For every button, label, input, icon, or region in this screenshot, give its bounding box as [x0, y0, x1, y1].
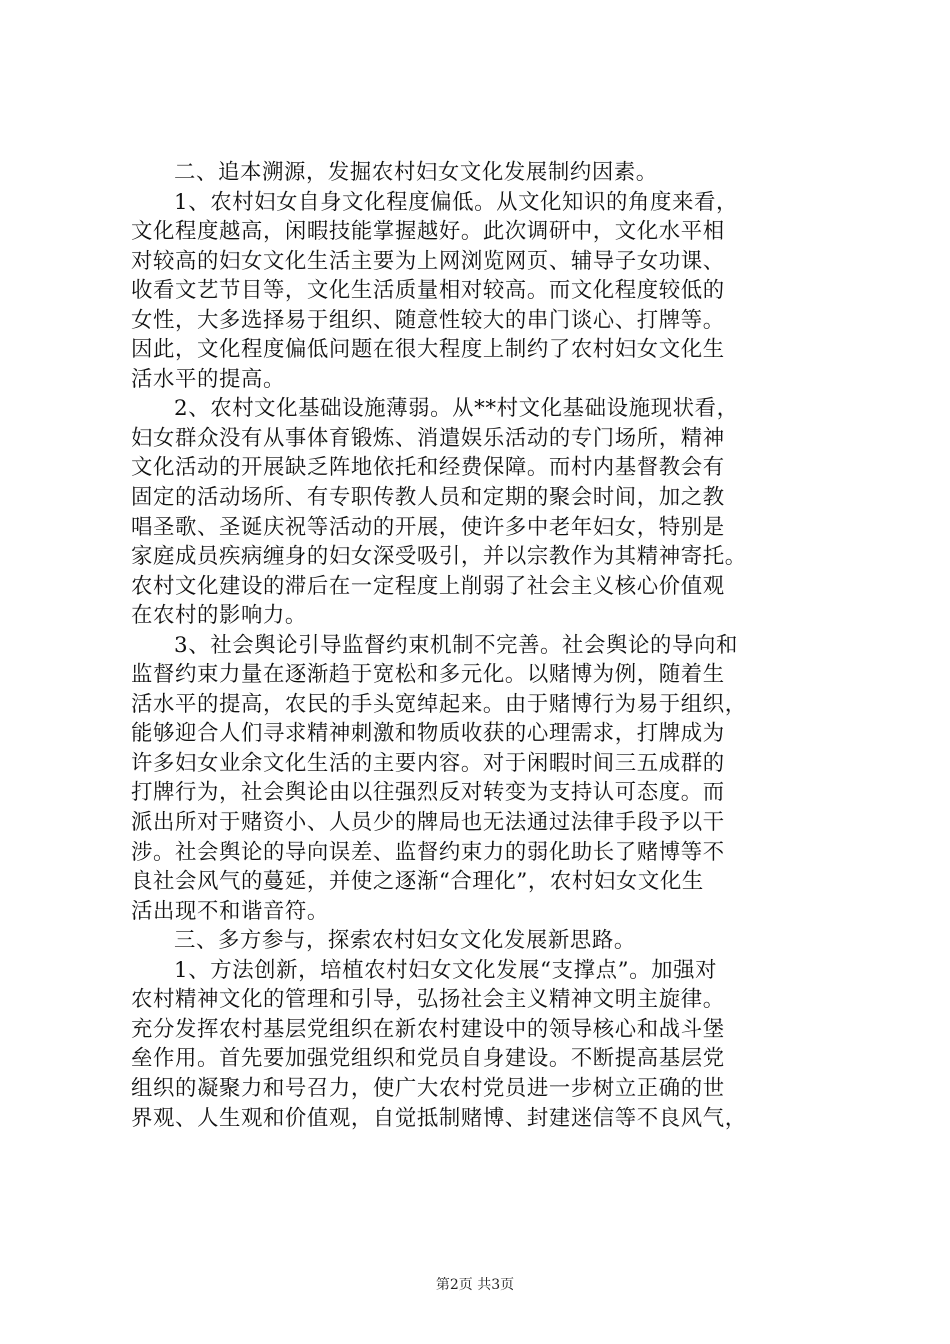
text-line: 在农村的影响力。: [131, 603, 307, 629]
text-line: 固定的活动场所、有专职传教人员和定期的聚会时间，加之教: [131, 485, 725, 511]
text-line: 对较高的妇女文化生活主要为上网浏览网页、辅导子女功课、: [131, 248, 725, 274]
text-line: 女性，大多选择易于组织、随意性较大的串门谈心、打牌等。: [131, 307, 725, 333]
text-line: 1、农村妇女自身文化程度偏低。从文化知识的角度来看，: [174, 189, 738, 215]
text-line: 2、农村文化基础设施薄弱。从**村文化基础设施现状看，: [174, 396, 739, 422]
text-line: 涉。社会舆论的导向误差、监督约束力的弱化助长了赌博等不: [131, 839, 725, 865]
text-line: 家庭成员疾病缠身的妇女深受吸引，并以宗教作为其精神寄托。: [131, 544, 747, 570]
text-line: 能够迎合人们寻求精神刺激和物质收获的心理需求，打牌成为: [131, 721, 725, 747]
text-line: 派出所对于赌资小、人员少的牌局也无法通过法律手段予以干: [131, 810, 725, 836]
text-line: 三、多方参与，探索农村妇女文化发展新思路。: [174, 928, 636, 954]
text-line: 唱圣歌、圣诞庆祝等活动的开展，使许多中老年妇女，特别是: [131, 514, 725, 540]
text-line: 打牌行为，社会舆论由以往强烈反对转变为支持认可态度。而: [131, 780, 725, 806]
text-line: 活水平的提高，农民的手头宽绰起来。由于赌博行为易于组织，: [131, 691, 747, 717]
text-line: 垒作用。首先要加强党组织和党员自身建设。不断提高基层党: [131, 1046, 725, 1072]
text-line: 3、社会舆论引导监督约束机制不完善。社会舆论的导向和: [174, 632, 738, 658]
text-line: 监督约束力量在逐渐趋于宽松和多元化。以赌博为例，随着生: [131, 662, 725, 688]
text-line: 良社会风气的蔓延，并使之逐渐“合理化”，农村妇女文化生: [131, 869, 704, 895]
text-line: 界观、人生观和价值观，自觉抵制赌博、封建迷信等不良风气，: [131, 1105, 747, 1131]
text-line: 农村文化建设的滞后在一定程度上削弱了社会主义核心价值观: [131, 573, 725, 599]
text-line: 组织的凝聚力和号召力，使广大农村党员进一步树立正确的世: [131, 1075, 725, 1101]
text-line: 因此，文化程度偏低问题在很大程度上制约了农村妇女文化生: [131, 337, 725, 363]
text-line: 充分发挥农村基层党组织在新农村建设中的领导核心和战斗堡: [131, 1016, 725, 1042]
page-footer: 第2页 共3页: [435, 1277, 515, 1293]
document-body: [131, 158, 831, 1133]
text-line: 文化活动的开展缺乏阵地依托和经费保障。而村内基督教会有: [131, 455, 725, 481]
text-line: 农村精神文化的管理和引导，弘扬社会主义精神文明主旋律。: [131, 987, 725, 1013]
text-line: 活水平的提高。: [131, 366, 285, 392]
text-line: 二、追本溯源，发掘农村妇女文化发展制约因素。: [174, 160, 658, 185]
text-line: 活出现不和谐音符。: [131, 898, 329, 924]
text-line: 文化程度越高，闲暇技能掌握越好。此次调研中，文化水平相: [131, 219, 725, 245]
text-line: 1、方法创新，培植农村妇女文化发展“支撑点”。加强对: [174, 957, 718, 983]
text-line: 许多妇女业余文化生活的主要内容。对于闲暇时间三五成群的: [131, 750, 725, 776]
text-line: 妇女群众没有从事体育锻炼、消遣娱乐活动的专门场所，精神: [131, 425, 725, 451]
text-line: 收看文艺节目等，文化生活质量相对较高。而文化程度较低的: [131, 278, 725, 304]
